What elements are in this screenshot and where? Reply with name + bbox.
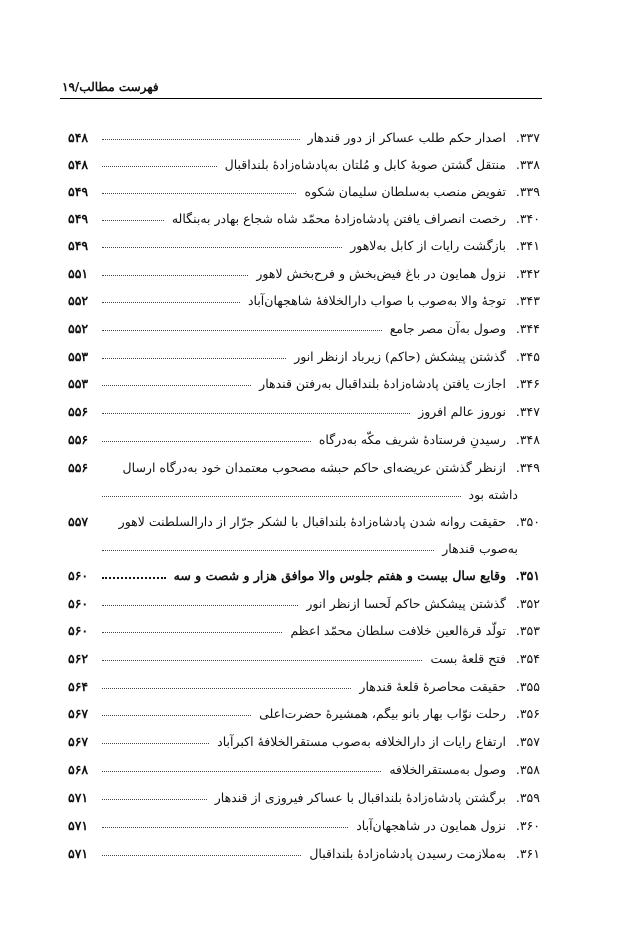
dot-leader (102, 413, 410, 414)
toc-entry-number: .۳۵۴ (515, 651, 540, 666)
toc-entry-page: ۵۵۲ (68, 293, 89, 308)
toc-entry-page: ۵۶۰ (68, 623, 89, 638)
toc-entry[interactable] (68, 376, 540, 396)
toc-entry-title: رسیدنِ فرستادهٔ شریف مکّه به‌درگاه (318, 432, 506, 447)
toc-entry-page: ۵۵۶ (68, 404, 89, 419)
toc-entry-number: .۳۴۸ (515, 432, 540, 447)
toc-entry-page: ۵۶۴ (68, 679, 89, 694)
toc-entry-page: ۵۶۰ (68, 568, 89, 583)
toc-entry-title: توجهٔ والا به‌صوب با صواب دارالخلافهٔ شاهجهان‌آباد (247, 293, 506, 308)
toc-entry[interactable] (68, 790, 540, 810)
toc-entry-number: .۳۴۲ (515, 266, 540, 281)
dot-leader (102, 496, 461, 497)
toc-entry-title-continuation: به‌صوب قندهار (442, 541, 518, 556)
toc-entry-number: .۳۵۲ (515, 596, 540, 611)
toc-entry[interactable] (68, 514, 540, 556)
dot-leader (102, 688, 351, 689)
toc-entry-title: وصول به‌آن مصر جامع (389, 321, 506, 336)
toc-entry-number: .۳۳۷ (515, 130, 540, 145)
toc-entry-title: نوروز عالم افروز (418, 404, 506, 419)
toc-entry-title: نزول همایون در شاهجهان‌آباد (356, 818, 506, 833)
toc-entry-page: ۵۷۱ (68, 846, 89, 861)
toc-entry-number: .۳۵۳ (515, 623, 540, 638)
toc-entry-page: ۵۴۸ (68, 157, 89, 172)
toc-entry-number: .۳۵۶ (515, 706, 540, 721)
dot-leader (102, 441, 311, 442)
toc-entry-page: ۵۶۷ (68, 734, 89, 749)
dot-leader (102, 166, 217, 167)
dot-leader (102, 358, 286, 359)
toc-entry-number: .۳۶۱ (515, 846, 540, 861)
dot-leader (102, 632, 282, 633)
toc-entry-number: .۳۵۸ (515, 762, 540, 777)
toc-entry-page: ۵۶۰ (68, 596, 89, 611)
toc-entry-title: گذشتن پیشکش حاکم لَحسا ازنظر انور (306, 596, 506, 611)
toc-entry-page: ۵۶۲ (68, 651, 89, 666)
toc-entry[interactable] (68, 762, 540, 782)
toc-entry-page: ۵۴۸ (68, 130, 89, 145)
dot-leader (102, 715, 251, 716)
toc-entry-number: .۳۵۰ (515, 514, 540, 529)
toc-entry[interactable] (68, 321, 540, 341)
dot-leader (102, 220, 164, 221)
toc-entry-title: گذشتن پیشکش (حاکم) زیرباد ازنظر انور (294, 349, 506, 364)
dot-leader (102, 799, 207, 800)
toc-entry-number: .۳۴۱ (515, 238, 540, 253)
dot-leader (102, 660, 422, 661)
dot-leader (102, 139, 300, 140)
dot-leader (102, 302, 240, 303)
toc-entry-page: ۵۴۹ (68, 238, 89, 253)
dot-leader (102, 743, 209, 744)
toc-entry[interactable] (68, 266, 540, 286)
toc-entry-page: ۵۷۱ (68, 818, 89, 833)
toc-entry[interactable] (68, 651, 540, 671)
toc-entry[interactable] (68, 846, 540, 866)
toc-entry-title: بازگشت رایات از کابل به‌لاهور (350, 238, 506, 253)
running-header: ۱۹/فهرست مطالب (62, 80, 159, 94)
dot-leader (102, 193, 296, 194)
dot-leader (102, 385, 251, 386)
toc-entry[interactable] (68, 432, 540, 452)
toc-entry-title: وقایع سال بیست و هفتم جلوس والا موافق هزار و شصت و سه (173, 568, 506, 583)
toc-entry-page: ۵۶۸ (68, 762, 89, 777)
toc-entry[interactable] (68, 623, 540, 643)
toc-entry-number: .۳۴۳ (515, 293, 540, 308)
toc-entry-page: ۵۷۱ (68, 790, 89, 805)
toc-entry-number: .۳۴۹ (515, 460, 540, 475)
toc-entry-title-continuation: داشته بود (468, 487, 518, 502)
toc-entry-title: اصدار حکم طلب عساکر از دور قندهار (307, 130, 506, 145)
toc-entry-title: حقیقت محاصرهٔ قلعهٔ قندهار (359, 679, 506, 694)
toc-entry[interactable] (68, 734, 540, 754)
toc-entry-page: ۵۵۷ (68, 514, 89, 529)
toc-entry-page: ۵۵۶ (68, 460, 89, 475)
dot-leader (102, 605, 298, 606)
toc-entry-title: تولّد قرةالعین خلافت سلطان محمّد اعظم (290, 623, 506, 638)
toc-entry[interactable] (68, 818, 540, 838)
toc-entry-number: .۳۵۵ (515, 679, 540, 694)
toc-entry-number: .۳۴۶ (515, 376, 540, 391)
toc-entry[interactable] (68, 706, 540, 726)
dot-leader (102, 275, 248, 276)
toc-entry-title: ارتفاع رایات از دارالخلافه به‌صوب مستقرالخلافهٔ اکبرآباد (217, 734, 506, 749)
toc-entry[interactable] (68, 679, 540, 699)
toc-entry-number: .۳۶۰ (515, 818, 540, 833)
dot-leader (102, 827, 348, 828)
toc-entry-title: به‌ملازمت رسیدن پادشاه‌زادهٔ بلنداقبال (309, 846, 506, 861)
toc-entry-title: رخصت انصراف یافتن پادشاه‌زادهٔ محمّد شاه شجاع بهادر به‌بنگاله (171, 211, 506, 226)
toc-entry-number: .۳۵۹ (515, 790, 540, 805)
toc-entry-title: حقیقت روانه شدن پادشاه‌زادهٔ بلنداقبال با لشکر جرّار از دارالسلطنت لاهور (118, 514, 506, 529)
toc-entry-number: .۳۵۱ (515, 568, 540, 583)
toc-entry[interactable] (68, 238, 540, 258)
toc-entry[interactable] (68, 404, 540, 424)
dot-leader (102, 330, 382, 331)
header-rule (60, 98, 542, 99)
toc-entry-page: ۵۶۷ (68, 706, 89, 721)
toc-entry-number: .۳۳۹ (515, 184, 540, 199)
toc-entry[interactable] (68, 293, 540, 313)
dot-leader (102, 550, 434, 551)
toc-entry[interactable] (68, 157, 540, 177)
dot-leader (102, 247, 342, 248)
toc-entry-page: ۵۴۹ (68, 184, 89, 199)
toc-entry[interactable] (68, 211, 540, 231)
toc-entry-title: وصول به‌مستقرالخلافه (389, 762, 506, 777)
toc-entry[interactable] (68, 184, 540, 204)
toc-entry-title: نزول همایون در باغ فیض‌بخش و فرح‌بخش لاهور (256, 266, 506, 281)
toc-entry-number: .۳۴۰ (515, 211, 540, 226)
toc-entry-number: .۳۴۴ (515, 321, 540, 336)
toc-entry[interactable] (68, 596, 540, 616)
toc-entry-number: .۳۳۸ (515, 157, 540, 172)
dot-leader (102, 771, 381, 772)
toc-entry-page: ۵۵۳ (68, 349, 89, 364)
toc-entry-number: .۳۴۵ (515, 349, 540, 364)
toc-entry-title: ازنظر گذشتن عریضه‌ای حاکم حبشه مصحوب معتمدان خود به‌درگاه ارسال (122, 460, 506, 475)
toc-entry-page: ۵۵۲ (68, 321, 89, 336)
toc-entry-page: ۵۵۳ (68, 376, 89, 391)
dot-leader (102, 855, 301, 856)
toc-entry-page: ۵۵۱ (68, 266, 89, 281)
toc-entry[interactable] (68, 349, 540, 369)
toc-entry[interactable] (68, 130, 540, 150)
dot-leader (102, 577, 166, 579)
toc-entry[interactable] (68, 460, 540, 502)
toc-entry-title: منتقل گشتن صوبهٔ کابل و مُلتان به‌پادشاه‌زادهٔ بلنداقبال (224, 157, 506, 172)
toc-entry-title: رحلت نوّاب بهار بانو بیگم، همشیرهٔ حضرت‌اعلی (259, 706, 506, 721)
toc-entry-page: ۵۵۶ (68, 432, 89, 447)
toc-entry-page: ۵۴۹ (68, 211, 89, 226)
toc-entry-number: .۳۴۷ (515, 404, 540, 419)
toc-entry-title: اجازت یافتن پادشاه‌زادهٔ بلنداقبال به‌رفتن قندهار (259, 376, 506, 391)
toc-entry-number: .۳۵۷ (515, 734, 540, 749)
toc-entry-title: تفویض منصب به‌سلطان سلیمان شکوه (304, 184, 506, 199)
toc-entry-title: برگشتن پادشاه‌زادهٔ بلنداقبال با عساکر فیروزی از قندهار (214, 790, 506, 805)
toc-entry[interactable] (68, 568, 540, 588)
toc-entry-title: فتح قلعهٔ بست (430, 651, 506, 666)
